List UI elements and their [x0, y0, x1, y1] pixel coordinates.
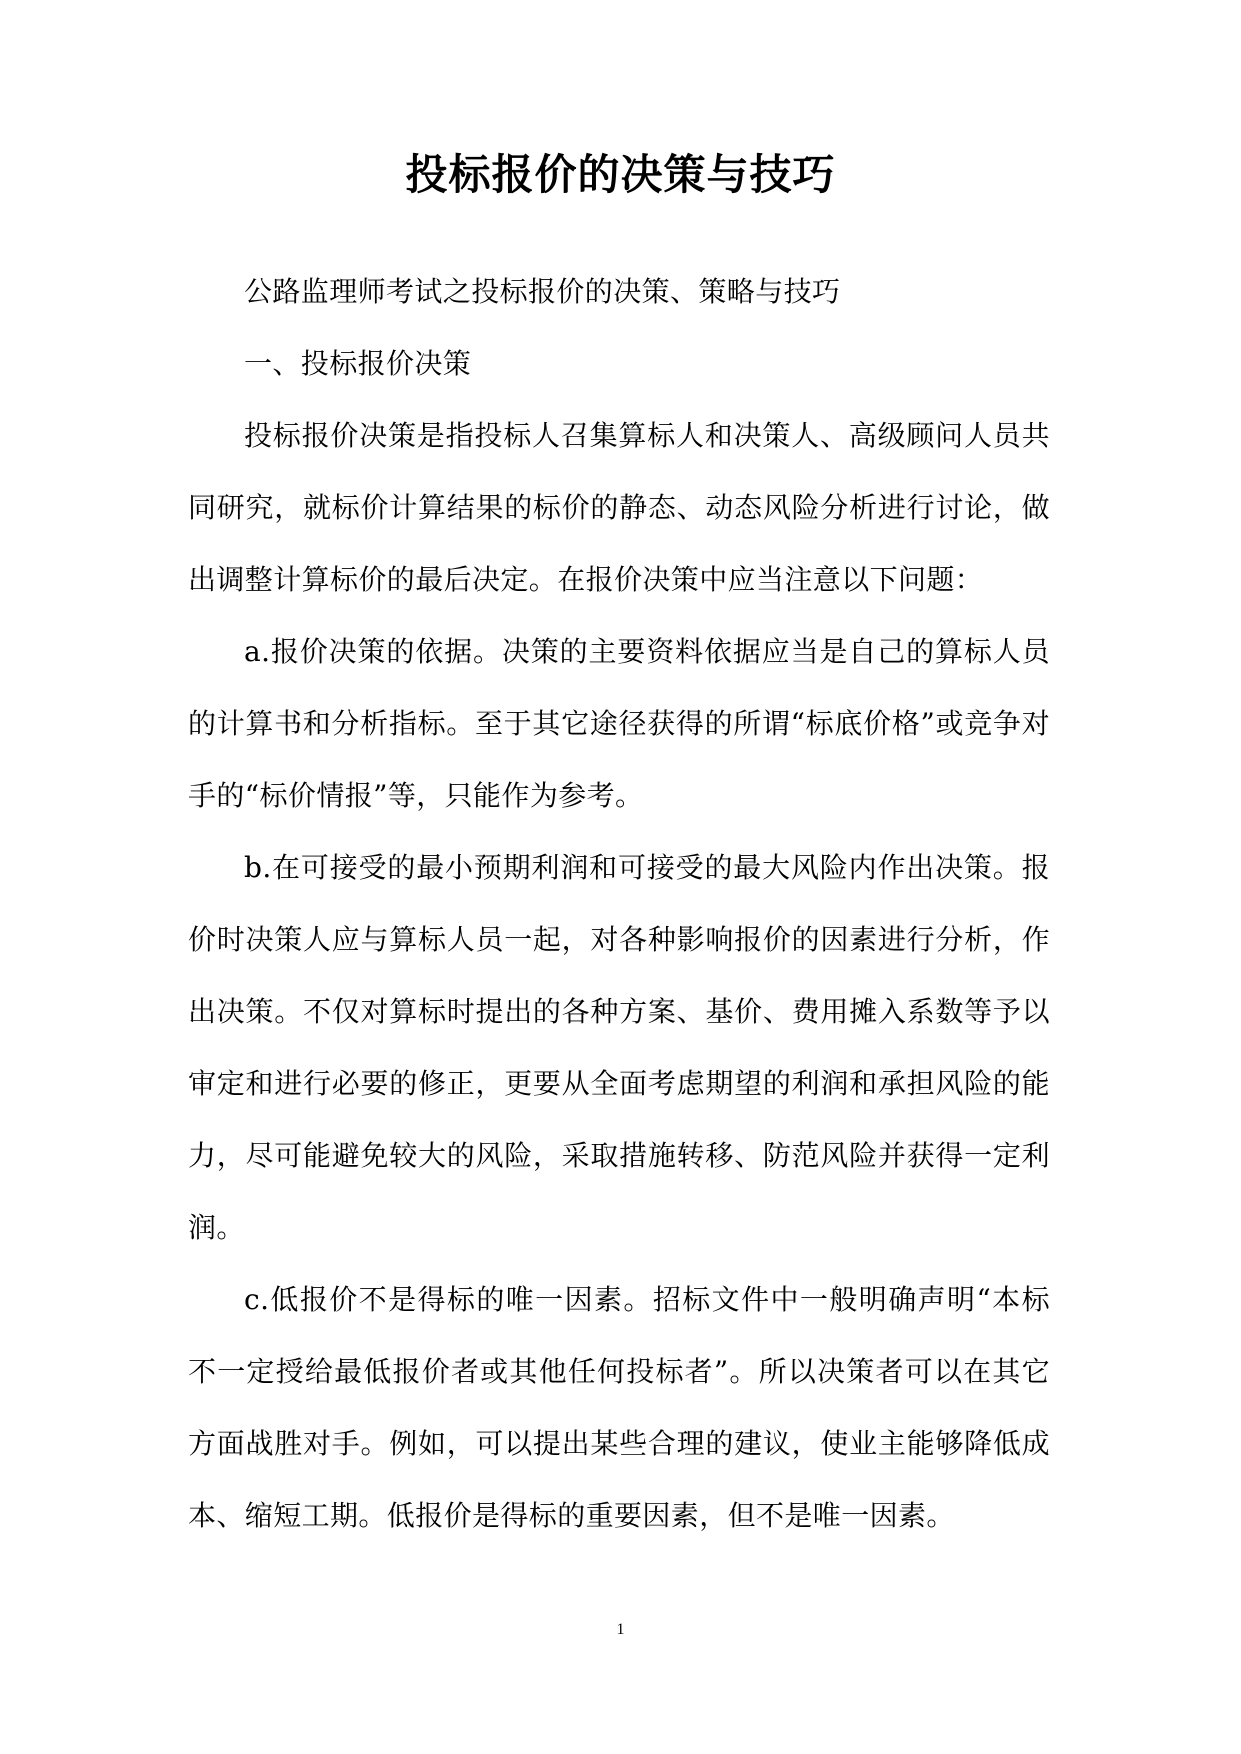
section-heading: 一、投标报价决策: [244, 347, 472, 380]
body-paragraph: c.低报价不是得标的唯一因素。招标文件中一般明确声明“本标不一定授给最低报价者或其他任何投标者”。所以决策者可以在其它方面战胜对手。例如，可以提出某些合理的建议，使业主能够降低成本、缩短工期。低报价是得标的重要因素，但不是唯一因素。: [188, 1283, 1050, 1532]
page-number: 1: [616, 1621, 625, 1638]
body-paragraph: b.在可接受的最小预期利润和可接受的最大风险内作出决策。报价时决策人应与算标人员一起，对各种影响报价的因素进行分析，作出决策。不仅对算标时提出的各种方案、基价、费用摊入系数等予以审定和进行必要的修正，更要从全面考虑期望的利润和承担风险的能力，尽可能避免较大的风险，采取措施转移、防范风险并获得一定利润。: [188, 851, 1050, 1244]
subtitle-paragraph: 公路监理师考试之投标报价的决策、策略与技巧: [244, 275, 841, 308]
document-body: [188, 256, 1050, 1552]
document-title: 投标报价的决策与技巧: [405, 150, 836, 199]
body-paragraph: a.报价决策的依据。决策的主要资料依据应当是自己的算标人员的计算书和分析指标。至于其它途径获得的所谓“标底价格”或竞争对手的“标价情报”等，只能作为参考。: [188, 635, 1050, 812]
body-paragraph: 投标报价决策是指投标人召集算标人和决策人、高级顾问人员共同研究，就标价计算结果的标价的静态、动态风险分析进行讨论，做出调整计算标价的最后决定。在报价决策中应当注意以下问题：: [188, 419, 1050, 596]
